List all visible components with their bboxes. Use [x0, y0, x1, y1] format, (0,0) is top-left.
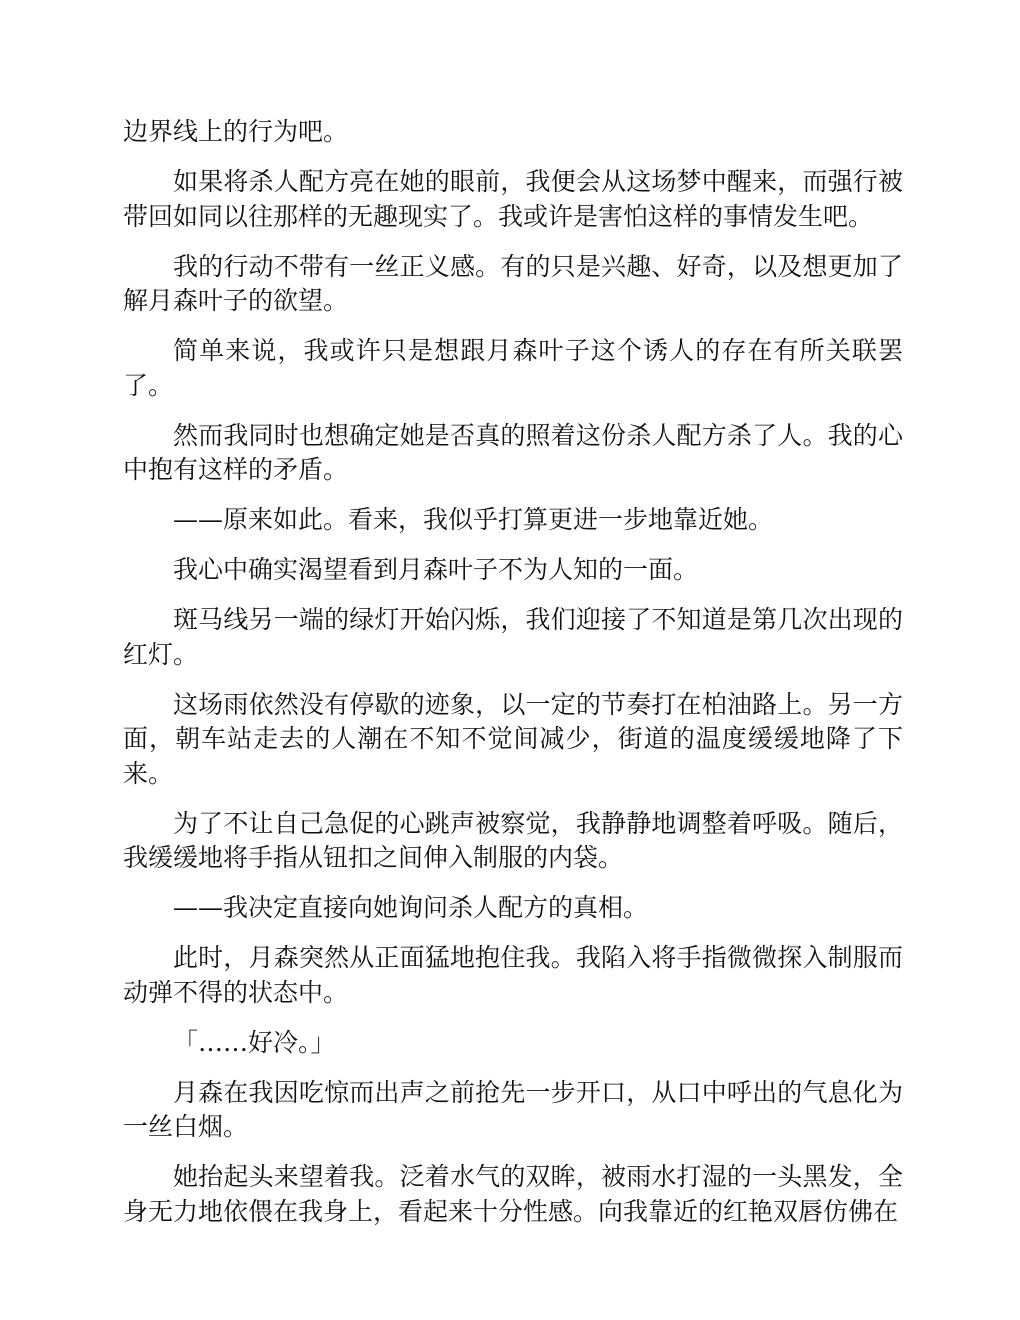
paragraph-13: 「……好冷。」 — [173, 1027, 336, 1057]
paragraph-9: 这场雨依然没有停歇的迹象，以一定的节奏打在柏油路上。另一方面，朝车站走去的人潮在不知不觉间减少，街道的温度缓缓地降了下来。 — [123, 689, 903, 788]
paragraph-10: 为了不让自己急促的心跳声被察觉，我静静地调整着呼吸。随后，我缓缓地将手指从钮扣之间伸入制服的内袋。 — [123, 808, 903, 872]
paragraph-5: 然而我同时也想确定她是否真的照着这份杀人配方杀了人。我的心中抱有这样的矛盾。 — [123, 420, 903, 484]
paragraph-11: ——我决定直接向她询问杀人配方的真相。 — [173, 893, 649, 922]
paragraph-4: 简单来说，我或许只是想跟月森叶子这个诱人的存在有所关联罢了。 — [123, 336, 903, 400]
paragraph-1: 边界线上的行为吧。 — [123, 117, 349, 146]
body-text — [123, 115, 903, 1245]
paragraph-14: 月森在我因吃惊而出声之前抢先一步开口，从口中呼出的气息化为一丝白烟。 — [123, 1077, 903, 1141]
paragraph-12: 此时，月森突然从正面猛地抱住我。我陷入将手指微微探入制服而动弹不得的状态中。 — [123, 943, 903, 1007]
paragraph-2: 如果将杀人配方亮在她的眼前，我便会从这场梦中醒来，而强行被带回如同以往那样的无趣现实了。我或许是害怕这样的事情发生吧。 — [123, 167, 903, 231]
paragraph-7: 我心中确实渴望看到月森叶子不为人知的一面。 — [173, 555, 699, 584]
paragraph-15: 她抬起头来望着我。泛着水气的双眸，被雨水打湿的一头黑发，全身无力地依偎在我身上，看起来十分性感。向我靠近的红艳双唇仿佛在 — [123, 1162, 903, 1226]
paragraph-6: ——原来如此。看来，我似乎打算更进一步地靠近她。 — [173, 505, 774, 534]
paragraph-8: 斑马线另一端的绿灯开始闪烁，我们迎接了不知道是第几次出现的红灯。 — [123, 605, 903, 669]
paragraph-3: 我的行动不带有一丝正义感。有的只是兴趣、好奇，以及想更加了解月森叶子的欲望。 — [123, 251, 903, 315]
